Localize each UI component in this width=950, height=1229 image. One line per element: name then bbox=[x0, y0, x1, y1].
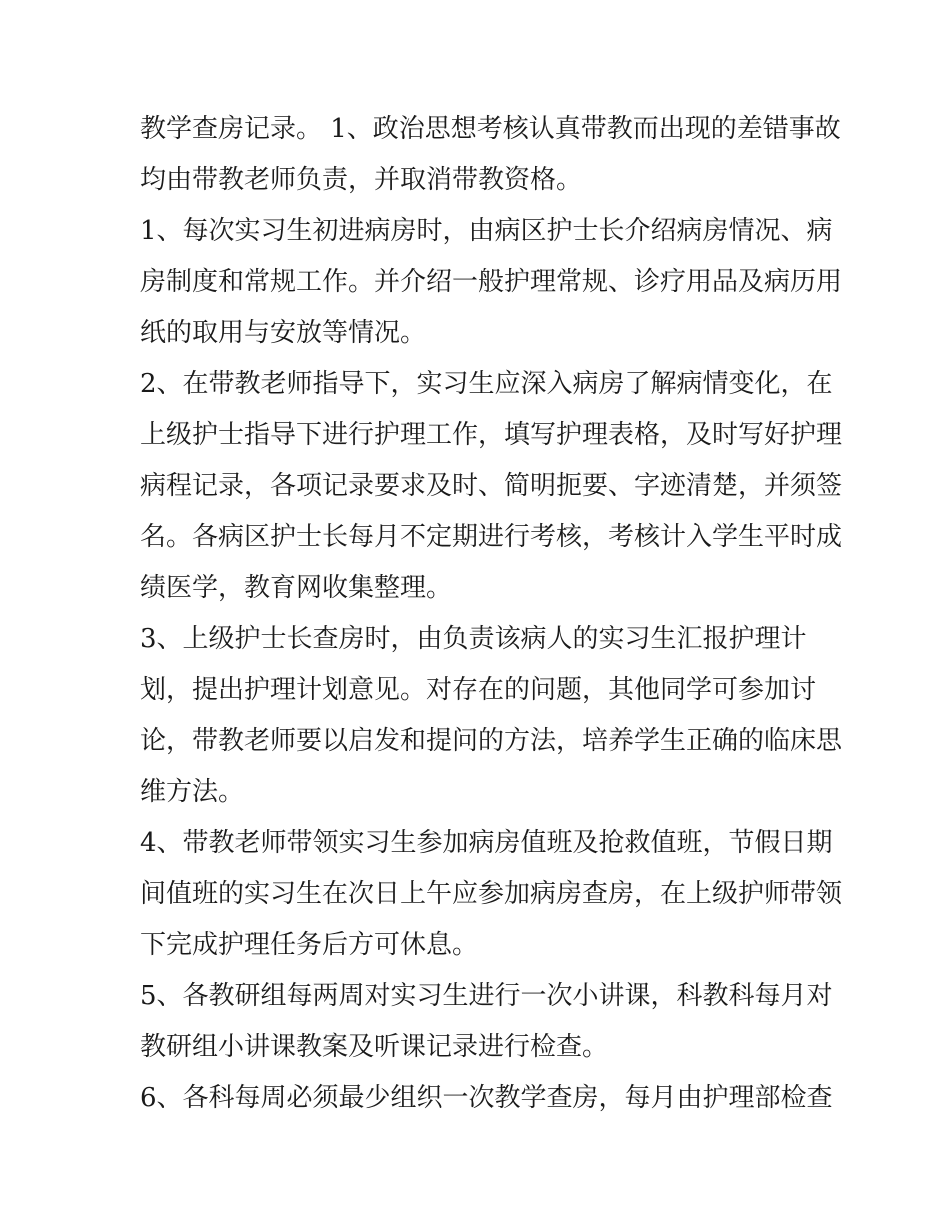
text-line: 4、带教老师带领实习生参加病房值班及抢救值班，节假日期 bbox=[140, 828, 833, 858]
text-line: 5、各教研组每两周对实习生进行一次小讲课，科教科每月对 bbox=[140, 981, 833, 1011]
text-line: 3、上级护士长查房时，由负责该病人的实习生汇报护理计 bbox=[140, 624, 807, 654]
paragraph-item-5 bbox=[140, 971, 833, 1073]
paragraph-item-6 bbox=[140, 1073, 833, 1124]
text-line: 论，带教老师要以启发和提问的方法，培养学生正确的临床思 bbox=[140, 726, 843, 756]
paragraph-item-4 bbox=[140, 818, 843, 971]
text-line: 划，提出护理计划意见。对存在的问题，其他同学可参加讨 bbox=[140, 675, 817, 705]
document-body bbox=[140, 104, 843, 1124]
text-line: 病程记录，各项记录要求及时、简明扼要、字迹清楚，并须签 bbox=[140, 471, 843, 501]
text-line: 6、各科每周必须最少组织一次教学查房，每月由护理部检查 bbox=[140, 1083, 833, 1113]
text-line: 下完成护理任务后方可休息。 bbox=[140, 930, 479, 960]
text-line: 维方法。 bbox=[140, 777, 245, 807]
text-line: 教学查房记录。 1、政治思想考核认真带教而出现的差错事故 bbox=[140, 114, 841, 144]
paragraph-item-3 bbox=[140, 614, 843, 818]
text-line: 1、每次实习生初进病房时，由病区护士长介绍病房情况、病 bbox=[140, 216, 833, 246]
paragraph-item-1 bbox=[140, 206, 843, 359]
text-line: 纸的取用与安放等情况。 bbox=[140, 318, 427, 348]
paragraph-item-2 bbox=[140, 359, 843, 614]
paragraph-intro bbox=[140, 104, 841, 206]
text-line: 教研组小讲课教案及听课记录进行检查。 bbox=[140, 1032, 609, 1062]
text-line: 名。各病区护士长每月不定期进行考核，考核计入学生平时成 bbox=[140, 522, 843, 552]
text-line: 绩医学，教育网收集整理。 bbox=[140, 573, 453, 603]
text-line: 上级护士指导下进行护理工作，填写护理表格，及时写好护理 bbox=[140, 420, 843, 450]
text-line: 房制度和常规工作。并介绍一般护理常规、诊疗用品及病历用 bbox=[140, 267, 843, 297]
text-line: 均由带教老师负责，并取消带教资格。 bbox=[140, 165, 583, 195]
text-line: 2、在带教老师指导下，实习生应深入病房了解病情变化，在 bbox=[140, 369, 833, 399]
text-line: 间值班的实习生在次日上午应参加病房查房，在上级护师带领 bbox=[140, 879, 843, 909]
